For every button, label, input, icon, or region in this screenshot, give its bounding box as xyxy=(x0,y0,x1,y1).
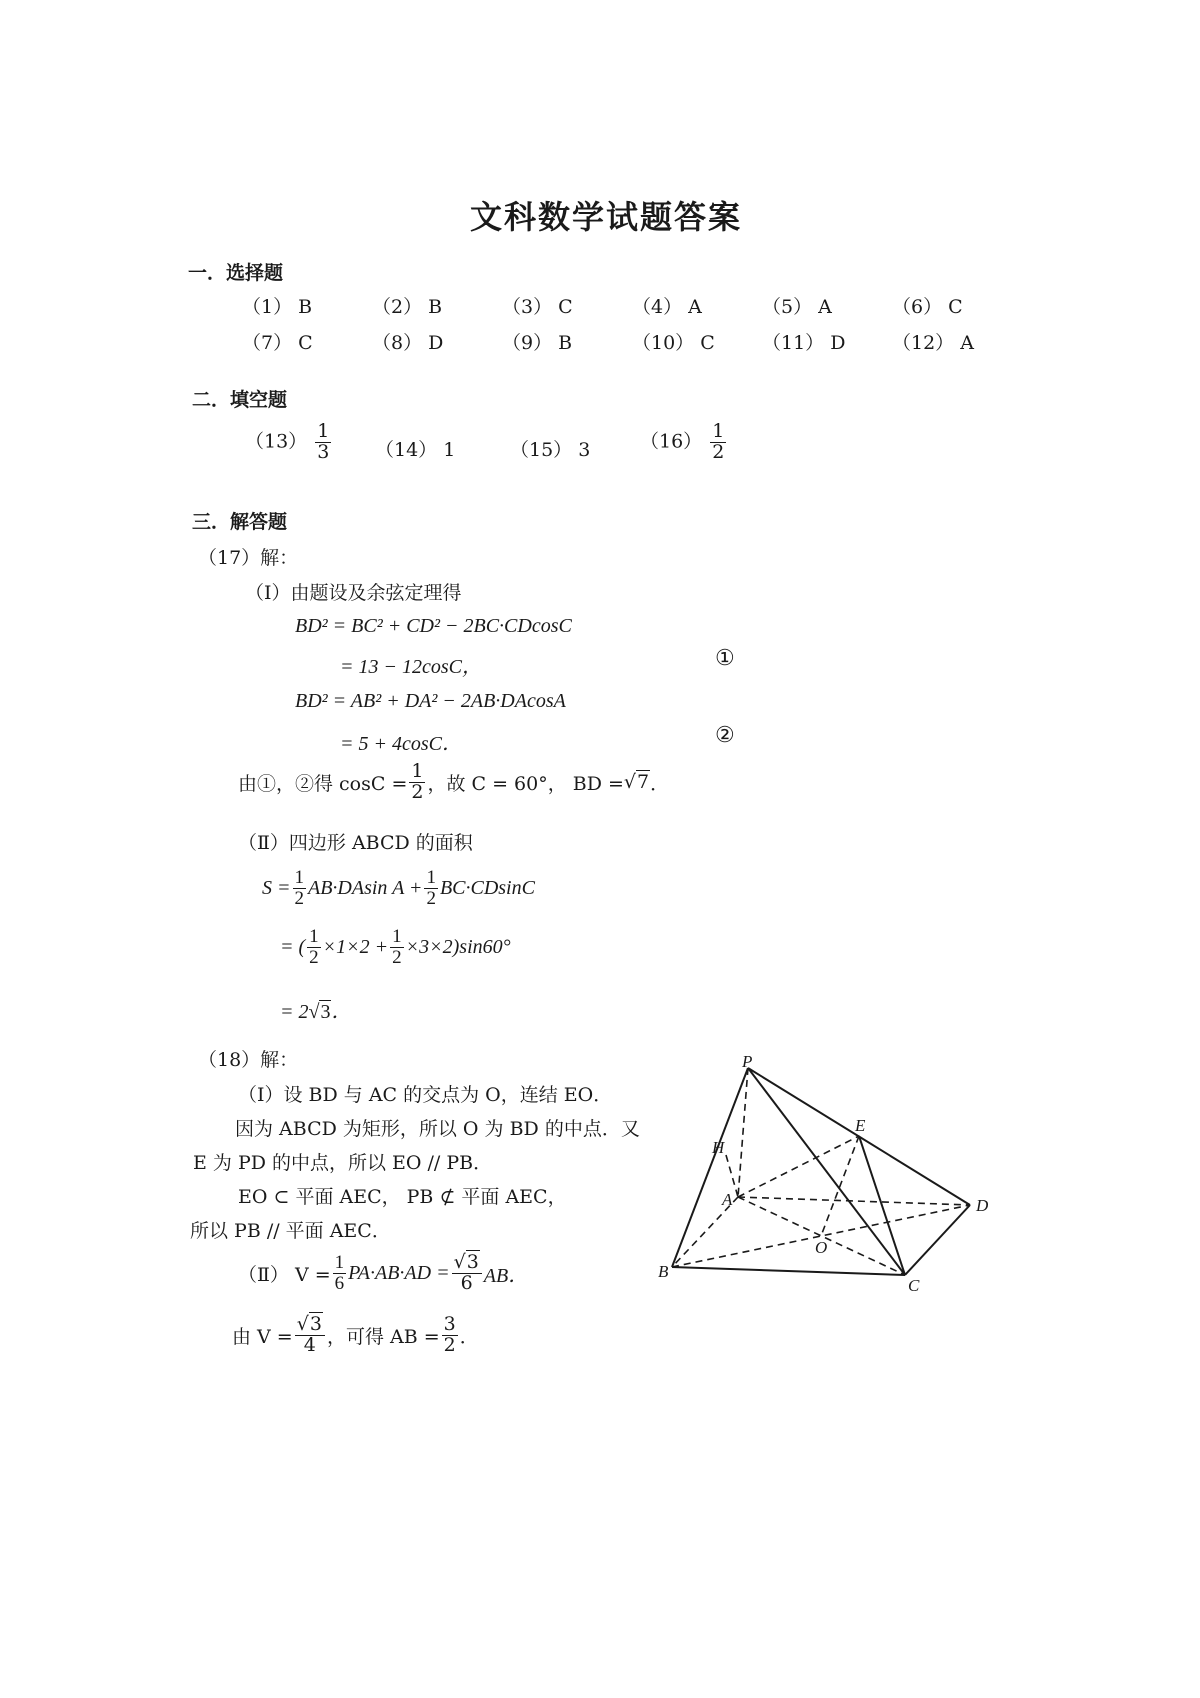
segment-BD xyxy=(672,1205,970,1267)
edge-PA xyxy=(738,1068,748,1197)
label-A: A xyxy=(722,1190,733,1209)
fill-answer-16 xyxy=(640,422,728,463)
choice-letter: B xyxy=(428,296,443,318)
segment-EC xyxy=(859,1136,905,1275)
p17-eq4: = 5 + 4cosC． xyxy=(340,733,462,755)
choice-letter: A xyxy=(688,296,702,318)
v1-radicand: 3 xyxy=(466,1251,479,1273)
choice-number: （4） xyxy=(632,296,683,318)
choice-letter: C xyxy=(948,296,963,318)
s1c: BC·CDsinC xyxy=(439,876,535,899)
segment-EO xyxy=(821,1136,859,1236)
concl-fraction xyxy=(409,762,425,803)
concl-radicand: 7 xyxy=(637,771,650,794)
p17-conclusion xyxy=(238,762,669,803)
p17-eq1: BD² = BC² + CD² − 2BC·CDcosC xyxy=(295,615,572,637)
choice-answer xyxy=(242,292,312,319)
edge-CD xyxy=(905,1205,970,1275)
choice-letter: C xyxy=(700,332,715,354)
s3a: = 2 xyxy=(280,1001,309,1023)
choice-answer xyxy=(632,292,702,319)
fill-answer-14 xyxy=(375,435,455,462)
concl-a: 由①，②得 cosC = xyxy=(238,772,408,795)
choice-letter: C xyxy=(298,332,313,354)
problem-17-label: （17）解： xyxy=(198,547,299,569)
choice-answer xyxy=(892,292,963,319)
p18-line2: 因为 ABCD 为矩形，所以 O 为 BD 的中点．又 xyxy=(235,1118,640,1140)
label-C: C xyxy=(908,1276,920,1295)
v2-den2: 2 xyxy=(443,1333,456,1356)
v1-frac2 xyxy=(452,1253,482,1294)
s2-den2: 2 xyxy=(392,946,402,968)
q15-num: （15） xyxy=(510,439,573,461)
s1a: S = xyxy=(262,876,291,899)
choice-number: （2） xyxy=(372,296,423,318)
choice-number: （12） xyxy=(892,332,955,354)
concl-sqrt: √7 xyxy=(623,771,650,794)
fill-answer-13 xyxy=(245,422,333,463)
edge-PB xyxy=(672,1068,748,1267)
q13-denominator: 3 xyxy=(317,440,330,463)
s1-frac2 xyxy=(424,868,438,909)
v2-frac1 xyxy=(295,1315,325,1356)
label-E: E xyxy=(855,1116,866,1135)
concl-c: ． xyxy=(650,772,670,795)
p17-circle-1: ① xyxy=(715,646,735,671)
s1b: AB·DAsin A + xyxy=(308,876,423,899)
choice-answer xyxy=(762,328,845,355)
s1-num1: 1 xyxy=(294,867,304,888)
v2-num: √3 xyxy=(295,1315,325,1336)
segment-AC xyxy=(738,1197,905,1275)
s3-radicand: 3 xyxy=(320,1001,331,1023)
q13-numerator: 1 xyxy=(317,420,330,442)
s1-num2: 1 xyxy=(426,867,436,888)
p17-part2-head: （Ⅱ）四边形 ABCD 的面积 xyxy=(238,832,473,854)
v1-frac1 xyxy=(333,1253,347,1294)
concl-num: 1 xyxy=(411,760,424,782)
v2-den: 4 xyxy=(303,1333,316,1356)
choice-answer xyxy=(372,292,442,319)
s2-frac2 xyxy=(390,927,404,968)
v2a: 由 V = xyxy=(232,1325,293,1348)
choice-number: （1） xyxy=(242,296,293,318)
choice-number: （7） xyxy=(242,332,293,354)
p17-part1-head: （Ⅰ）由题设及余弦定理得 xyxy=(245,582,462,604)
choice-letter: B xyxy=(298,296,313,318)
v2b: ，可得 AB = xyxy=(326,1325,440,1348)
s3b: ． xyxy=(331,1001,352,1023)
v2-num2: 3 xyxy=(443,1313,456,1335)
p18-line1: （Ⅰ）设 BD 与 AC 的交点为 O，连结 EO． xyxy=(238,1084,613,1106)
section-heading-fill: 二．填空题 xyxy=(192,389,288,411)
p18-volume-eq xyxy=(238,1253,528,1294)
s2-den1: 2 xyxy=(309,946,319,968)
label-H: H xyxy=(712,1138,725,1157)
concl-b: ，故 C = 60°， BD = xyxy=(427,772,624,795)
choice-answer xyxy=(242,328,313,355)
concl-den: 2 xyxy=(411,780,424,803)
v1-num2: √3 xyxy=(452,1253,482,1274)
fill-answer-15 xyxy=(510,435,590,462)
choice-number: （10） xyxy=(632,332,695,354)
v1b: PA·AB·AD = xyxy=(348,1261,450,1284)
label-O: O xyxy=(815,1238,828,1257)
q16-denominator: 2 xyxy=(712,440,725,463)
choice-answer xyxy=(632,328,715,355)
choice-number: （5） xyxy=(762,296,813,318)
choice-answer xyxy=(762,292,832,319)
v2c: ． xyxy=(459,1325,479,1348)
choice-letter: B xyxy=(558,332,573,354)
choice-answer xyxy=(502,328,572,355)
v1-num: 1 xyxy=(334,1252,345,1273)
choice-letter: D xyxy=(830,332,846,354)
choice-letter: A xyxy=(818,296,832,318)
q14-num: （14） xyxy=(375,439,438,461)
v2-frac2 xyxy=(442,1315,458,1356)
choice-letter: C xyxy=(558,296,573,318)
section-heading-choice: 一．选择题 xyxy=(188,262,284,284)
s1-frac1 xyxy=(293,868,307,909)
s2-num2: 1 xyxy=(392,926,402,947)
q16-fraction xyxy=(710,422,726,463)
p17-area-eq3 xyxy=(280,995,351,1024)
s1-den2: 2 xyxy=(426,887,436,909)
s2b: ×1×2 + xyxy=(322,935,389,958)
segment-AE xyxy=(738,1136,859,1197)
p17-eq2: = 13 − 12cosC， xyxy=(340,656,482,678)
choice-number: （11） xyxy=(762,332,825,354)
v1a: （Ⅱ） V = xyxy=(238,1263,331,1286)
s2-num1: 1 xyxy=(309,926,319,947)
pyramid-figure xyxy=(650,1055,1010,1305)
label-D: D xyxy=(976,1196,989,1215)
q13-fraction xyxy=(315,422,331,463)
problem-18-label: （18）解： xyxy=(198,1049,299,1071)
v1c: AB． xyxy=(483,1264,529,1287)
edge-BC xyxy=(672,1267,905,1275)
q16-num: （16） xyxy=(640,430,703,453)
v1-den2: 6 xyxy=(460,1271,473,1294)
choice-number: （9） xyxy=(502,332,553,354)
edge-AD xyxy=(738,1197,970,1205)
s2-frac1 xyxy=(307,927,321,968)
s1-den1: 2 xyxy=(294,887,304,909)
p18-result-eq xyxy=(232,1315,479,1356)
label-B: B xyxy=(658,1262,669,1281)
p18-line4: EO ⊂ 平面 AEC， PB ⊄ 平面 AEC， xyxy=(238,1186,567,1208)
choice-letter: A xyxy=(960,332,974,354)
p18-line3: E 为 PD 的中点，所以 EO // PB． xyxy=(193,1152,493,1174)
q14-ans: 1 xyxy=(443,439,456,461)
q16-numerator: 1 xyxy=(712,420,725,442)
page-title: 文科数学试题答案 xyxy=(470,198,743,236)
v1-den: 6 xyxy=(334,1272,345,1294)
s2c: ×3×2)sin60° xyxy=(405,935,511,958)
choice-answer xyxy=(502,292,573,319)
label-P: P xyxy=(742,1055,753,1071)
choice-answer xyxy=(892,328,974,355)
choice-number: （6） xyxy=(892,296,943,318)
p17-area-eq2 xyxy=(280,927,511,968)
section-heading-solve: 三．解答题 xyxy=(192,511,288,533)
v2-radicand: 3 xyxy=(309,1313,322,1335)
choice-number: （8） xyxy=(372,332,423,354)
p17-area-eq1 xyxy=(262,868,535,909)
p17-circle-2: ② xyxy=(715,723,735,748)
choice-number: （3） xyxy=(502,296,553,318)
p18-line5: 所以 PB // 平面 AEC． xyxy=(190,1220,391,1242)
s3-sqrt: √3 xyxy=(308,1001,331,1023)
choice-letter: D xyxy=(428,332,444,354)
q15-ans: 3 xyxy=(578,439,591,461)
choice-answer xyxy=(372,328,443,355)
q13-num: （13） xyxy=(245,430,308,453)
s2a: = ( xyxy=(280,935,306,958)
p17-eq3: BD² = AB² + DA² − 2AB·DAcosA xyxy=(295,690,566,712)
